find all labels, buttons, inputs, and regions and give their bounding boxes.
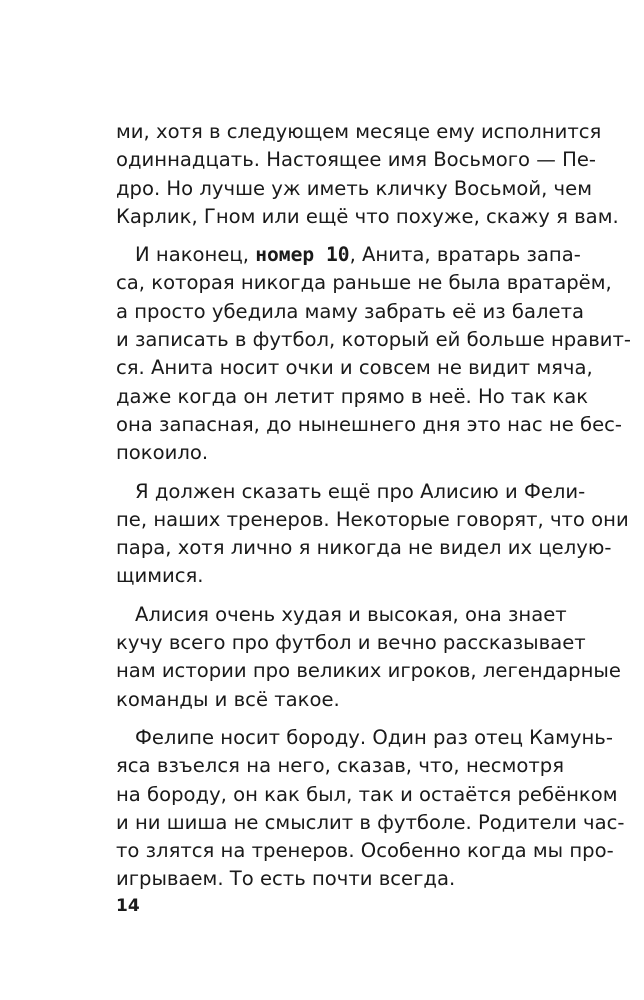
text-run: , Анита, вратарь запа- (349, 243, 581, 267)
text-line (116, 241, 581, 269)
text-line: яса взъелся на него, сказав, что, несмотря (116, 754, 564, 778)
player-number-bold: номер 10 (255, 243, 350, 267)
text-line: пара, хотя лично я никогда не видел их целую- (116, 536, 612, 560)
text-line: пе, наших тренеров. Некоторые говорят, что они (116, 507, 629, 531)
text-line: на бороду, он как был, так и остаётся ребёнком (116, 782, 618, 806)
paragraph-4 (116, 601, 621, 714)
page-body (116, 118, 631, 904)
text-line: Алисия очень худая и высокая, она знает (135, 602, 567, 626)
paragraph-5 (116, 724, 625, 894)
text-line: са, которая никогда раньше не была вратарём, (116, 271, 612, 295)
text-line: ся. Анита носит очки и совсем не видит мяча, (116, 356, 593, 380)
page-number: 14 (116, 896, 140, 916)
text-line: и ни шиша не смыслит в футболе. Родители час- (116, 810, 625, 834)
text-line: а просто убедила маму забрать её из балета (116, 299, 584, 323)
text-line: одиннадцать. Настоящее имя Восьмого — Пе- (116, 148, 596, 172)
text-line: то злятся на тренеров. Особенно когда мы про- (116, 839, 614, 863)
text-line: команды и всё такое. (116, 687, 340, 711)
text-line: дро. Но лучше уж иметь кличку Восьмой, чем (116, 176, 592, 200)
text-line: нам истории про великих игроков, легендарные (116, 659, 621, 683)
text-line: покоило. (116, 441, 209, 465)
paragraph-2 (116, 241, 631, 467)
text-line: кучу всего про футбол и вечно рассказывает (116, 631, 586, 655)
text-line: Фелипе носит бороду. Один раз отец Камунь- (135, 725, 613, 749)
text-line: Я должен сказать ещё про Алисию и Фели- (135, 479, 586, 503)
paragraph-1 (116, 118, 619, 231)
paragraph-3 (116, 478, 629, 591)
text-run: И наконец, (135, 243, 256, 267)
text-line: ми, хотя в следующем месяце ему исполнится (116, 120, 602, 143)
text-line: она запасная, до нынешнего дня это нас не бес- (116, 412, 622, 436)
text-line: даже когда он летит прямо в неё. Но так как (116, 384, 589, 408)
text-line: и записать в футбол, который ей больше нравит- (116, 328, 631, 352)
text-line: Карлик, Гном или ещё что похуже, скажу я вам. (116, 204, 619, 228)
text-line: щимися. (116, 564, 204, 588)
text-line: игрываем. То есть почти всегда. (116, 867, 456, 891)
